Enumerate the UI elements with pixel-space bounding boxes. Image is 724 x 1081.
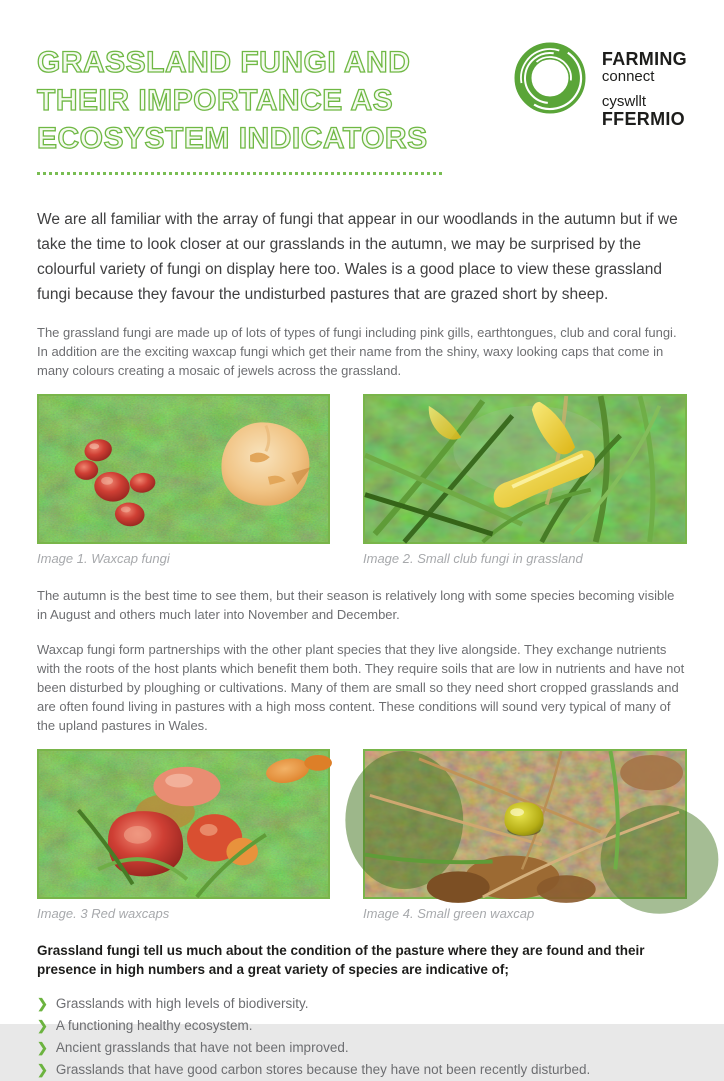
figure-row-1 [37,394,687,566]
list-item [37,1059,687,1081]
logo-wordmark [602,50,687,129]
figure-3-caption: Image. 3 Red waxcaps [37,906,170,921]
figure-row-2 [37,749,687,921]
list-item [37,993,687,1015]
paragraph-partnerships: Waxcap fungi form partnerships with the other plant species that they live alongside. They exchange nutrients with the roots of the host plants which benefit them both. They require soils that are low in nutrients and have not been disturbed by ploughing or cultivations. Many of them are small so they need short cropped grasslands and are often found living in pastures with a high moss content. These conditions will sound very typical of many of the upland pastures in Wales. [37,642,685,733]
figure-1 [37,394,330,566]
photo-frame [37,749,330,899]
photo-frame [363,749,687,899]
chevron-bullet-icon: ❯ [37,1061,48,1077]
photo-waxcap-fungi [39,396,328,542]
logo-connect-label: connect [601,68,655,85]
figure-2 [363,394,687,566]
figure-3 [37,749,330,921]
farming-connect-logo [511,38,687,129]
logo-cyswllt-label: cyswllt [601,93,647,110]
photo-frame [37,394,330,544]
list-item [37,1015,687,1037]
list-item-text: Ancient grasslands that have not been improved. [55,1039,349,1055]
chevron-bullet-icon: ❯ [37,1017,48,1033]
intro-paragraph: We are all familiar with the array of fungi that appear in our woodlands in the autumn but if we take the time to look closer at our grasslands in the autumn, we may be surprised by the colourful variety of fungi on display here too. Wales is a good place to view these grassland fungi because they favour the undisturbed pastures that are grazed short by sheep. [37,211,678,303]
dotted-divider [37,172,442,175]
chevron-bullet-icon: ❯ [37,1039,48,1055]
photo-green-waxcap [365,751,685,897]
indicator-list [37,993,687,1081]
list-item-text: Grasslands with high levels of biodiversity. [55,995,309,1011]
page-title [37,44,467,158]
page-title-line-1: GRASSLAND FUNGI AND [37,46,411,79]
list-item-text: Grasslands that have good carbon stores because they have not been recently disturbed. [55,1061,591,1077]
list-item [37,1037,687,1059]
conclusion-lead: Grassland fungi tell us much about the condition of the pasture where they are found and their presence in high numbers and a great variety of species are indicative of; [37,943,645,977]
list-item-text: A functioning healthy ecosystem. [55,1017,253,1033]
page-title-line-3: ECOSYSTEM INDICATORS [37,122,428,155]
figure-1-caption: Image 1. Waxcap fungi [37,551,170,566]
photo-club-fungi [365,396,685,542]
page-header [37,38,687,175]
figure-2-caption: Image 2. Small club fungi in grassland [363,551,583,566]
photo-frame [363,394,687,544]
logo-swirl-icon [511,38,589,118]
page-title-line-2: THEIR IMPORTANCE AS [37,84,394,117]
title-block [37,38,467,175]
photo-red-waxcaps [39,751,328,897]
logo-ffermio-label: FFERMIO [601,109,685,129]
paragraph-autumn-season: The autumn is the best time to see them, but their season is relatively long with some species becoming visible in August and others much later into November and December. [37,588,675,622]
figure-4 [363,749,687,921]
paragraph-grassland-fungi: The grassland fungi are made up of lots of types of fungi including pink gills, earthtongues, club and coral fungi. In addition are the exciting waxcap fungi which get their name from the shiny, waxy looking caps that come in many colours creating a mosaic of jewels across the grassland. [37,325,677,378]
logo-farming-label: FARMING [601,49,687,69]
chevron-bullet-icon: ❯ [37,995,48,1011]
figure-4-caption: Image 4. Small green waxcap [363,906,535,921]
